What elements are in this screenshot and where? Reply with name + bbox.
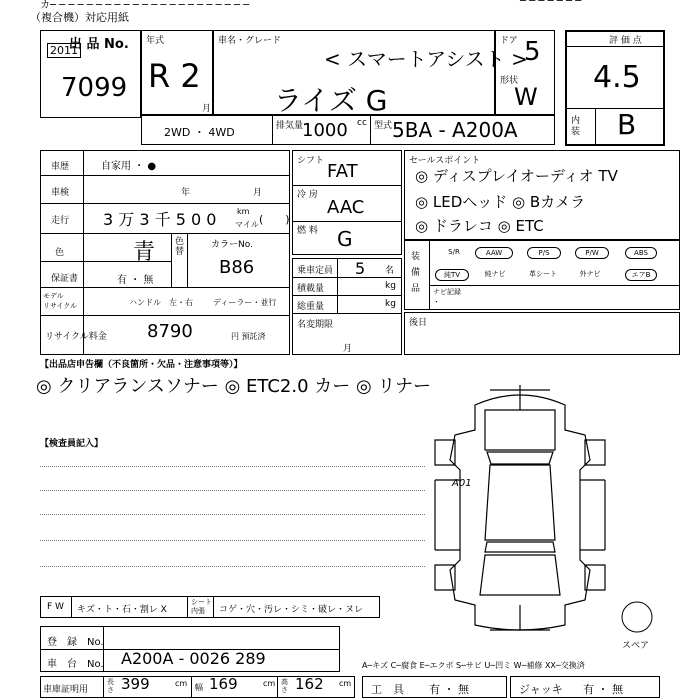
color-label: 色 (55, 248, 65, 258)
inspection-label: 車検 (51, 188, 70, 198)
cert-label: 車庫証明用 (43, 685, 89, 695)
ac-label: 冷 房 (297, 190, 318, 200)
equip-aaw: AAW (475, 247, 513, 259)
recycle-value: 8790 (147, 321, 193, 342)
doors-label: ドア (500, 36, 518, 46)
sales-points-label: セールスポイント (409, 156, 481, 166)
fw-label: F W (47, 602, 64, 612)
model-change-label2: リサイクル (43, 302, 78, 310)
notes-handwritten: ◎ クリアランスソナー ◎ ETC2.0 カー ◎ リナー (36, 376, 432, 397)
jack-label: ジャッキ (519, 683, 563, 696)
equipment-label: 装 備 品 (411, 252, 421, 294)
doors-box (495, 30, 555, 115)
damage-legend: A─キズ C─腐食 E─エクボ S─サビ U─凹ミ W─補修 XX─交換済 (362, 661, 585, 670)
tools-label: 工 具 (371, 683, 404, 696)
spare-label: スペア (622, 641, 650, 651)
model-year-label: 年式 (146, 36, 165, 46)
later-label: 後日 (409, 318, 428, 328)
chassis-label: 車 台 No. (47, 659, 104, 670)
mileage-paren: ( ) (259, 213, 290, 226)
recycle-suffix: 円 預託済 (231, 332, 266, 341)
model-code-label: 型式 (374, 121, 393, 131)
seat-label: シート 内張 (191, 598, 212, 615)
displacement-value: 1000 (302, 120, 348, 141)
cert-wid-unit: cm (263, 679, 276, 688)
equip-ext-navi: 外ナビ (579, 270, 601, 278)
equipment-box (404, 240, 680, 310)
fw-items: キズ・ト・石・割レ X (77, 605, 167, 615)
recycle-label: リサイクル料金 (45, 332, 107, 342)
seat-items: コゲ・穴・汚レ・シミ・破レ・ヌレ (219, 605, 364, 615)
lot-box (40, 30, 141, 118)
damage-row (40, 596, 380, 618)
handle-value: ハンドル 左・右 (129, 298, 193, 307)
tools-value: 有 ・ 無 (429, 683, 469, 696)
mileage-unit-km: km (237, 207, 250, 216)
rename-label: 名変期限 (297, 320, 334, 330)
cert-hei-unit: cm (339, 679, 352, 688)
history-value: 自家用 ・ ● (101, 161, 157, 172)
model-year-box (141, 30, 213, 115)
diagram-mark-a01: A01 (452, 478, 472, 489)
model-change-label1: モデル (43, 292, 64, 300)
weight-label: 総重量 (297, 302, 325, 312)
model-code-value: 5BA - A200A (392, 118, 518, 142)
capacity-value: 5 (355, 259, 366, 278)
notes-header: 【出品店申告欄（不良箇所・欠品・注意事項等）】 (40, 360, 243, 370)
equip-row4: ・ (433, 298, 440, 306)
fuel-value: G (337, 227, 353, 251)
certificate-box (40, 676, 355, 698)
sales-point-2: ◎ LEDヘッド ◎ Bカメラ (415, 193, 586, 211)
capacity-box (292, 258, 402, 355)
vehicle-name-label: 車名・グレード (218, 36, 282, 46)
vehicle-name-value: < スマートアシスト > (324, 47, 528, 71)
mileage-value: 3 万 3 千 5 0 0 (103, 210, 217, 229)
vehicle-grade-value: ライズ G (274, 84, 388, 117)
color-change-label: 色 替 (175, 237, 185, 257)
equip-leather: 革シート (529, 270, 557, 278)
body-type-value: W (514, 83, 538, 111)
score-value: 4.5 (593, 60, 641, 95)
mileage-unit-mile: マイル (235, 220, 259, 229)
warranty-label: 保証書 (51, 274, 79, 284)
load-unit: kg (385, 281, 396, 291)
car-damage-diagram (415, 380, 625, 635)
drive-value: 2WD ・ 4WD (164, 126, 235, 139)
rename-month: 月 (343, 344, 353, 354)
mileage-label: 走行 (51, 216, 70, 226)
dealer-value: ディーラー・並行 (213, 298, 277, 307)
header-line2: （複合機）対応用紙 (30, 11, 129, 24)
doors-value: 5 (524, 37, 541, 67)
spare-tire-icon (620, 600, 654, 634)
jack-box (510, 676, 660, 698)
lot-label: 出 品 No. (69, 37, 129, 52)
equip-ps: P/S (527, 247, 561, 259)
ac-value: AAC (327, 197, 365, 218)
spec-box (292, 150, 402, 255)
body-type-label: 形状 (500, 76, 519, 86)
sales-points-box (404, 150, 680, 240)
interior-label: 内装 (571, 116, 581, 137)
sales-point-3: ◎ ドラレコ ◎ ETC (415, 217, 544, 235)
shift-label: シフト (297, 156, 325, 166)
history-label: 車歴 (51, 162, 70, 172)
jack-value: 有 ・ 無 (583, 683, 623, 696)
cert-len-value: 399 (121, 675, 150, 693)
cert-wid-label: 幅 (195, 683, 203, 692)
lot-number: 7099 (61, 73, 128, 103)
cert-hei-label: 高さ (281, 678, 288, 694)
color-code-value: B86 (219, 257, 255, 278)
equip-sr: S/R (448, 248, 460, 256)
displacement-unit: cc (357, 118, 367, 128)
displacement-label: 排気量 (276, 121, 304, 131)
cert-len-label: 長さ (107, 678, 114, 694)
fuel-label: 燃 料 (297, 226, 318, 236)
score-label: 評 価 点 (609, 36, 642, 46)
model-year-month: 月 (202, 104, 212, 114)
lot-year: 2011 (47, 43, 81, 58)
registration-box (40, 626, 340, 672)
inspector-header: 【検査員記入】 (40, 439, 104, 449)
equip-navi-record: ナビ記録 (433, 288, 461, 296)
equip-abs: ABS (625, 247, 657, 259)
cert-wid-value: 169 (209, 675, 238, 693)
capacity-unit: 名 (385, 266, 395, 276)
header-line1: カ─ ─ ─ ─ ─ ─ ─ ─ ─ ─ ─ ─ ─ ─ ─ ─ ─ ─ ─ ─ ─ ─ (40, 0, 250, 11)
warranty-value: 有 ・ 無 (117, 275, 154, 286)
weight-unit: kg (385, 299, 396, 309)
sales-point-1: ◎ ディスプレイオーディオ TV (415, 167, 618, 185)
chassis-value: A200A - 0026 289 (121, 649, 266, 668)
inspection-month: 月 (253, 188, 263, 198)
load-label: 積載量 (297, 284, 325, 294)
equip-pw: P/W (575, 247, 609, 259)
later-box (404, 312, 680, 355)
reg-label: 登 録 No. (47, 637, 104, 648)
equip-airbag: エアB (625, 269, 657, 281)
equip-tv: 純TV (435, 269, 469, 281)
drive-row (141, 115, 555, 145)
left-detail-box (40, 150, 290, 355)
interior-value: B (617, 108, 637, 141)
score-box (565, 30, 665, 146)
model-year-value: R 2 (148, 57, 201, 95)
shift-value: FAT (327, 161, 358, 182)
tools-box (362, 676, 507, 698)
cert-len-unit: cm (175, 679, 188, 688)
color-value: 青 (133, 240, 156, 265)
color-code-label: カラーNo. (211, 240, 253, 250)
inspection-year: 年 (181, 188, 191, 198)
equip-navi: 純ナビ (484, 270, 506, 278)
capacity-label: 乗車定員 (297, 266, 334, 276)
header-right-fragment: ─ ─ ─ ─ ─ ─ ─ (520, 0, 582, 7)
cert-hei-value: 162 (295, 675, 324, 693)
